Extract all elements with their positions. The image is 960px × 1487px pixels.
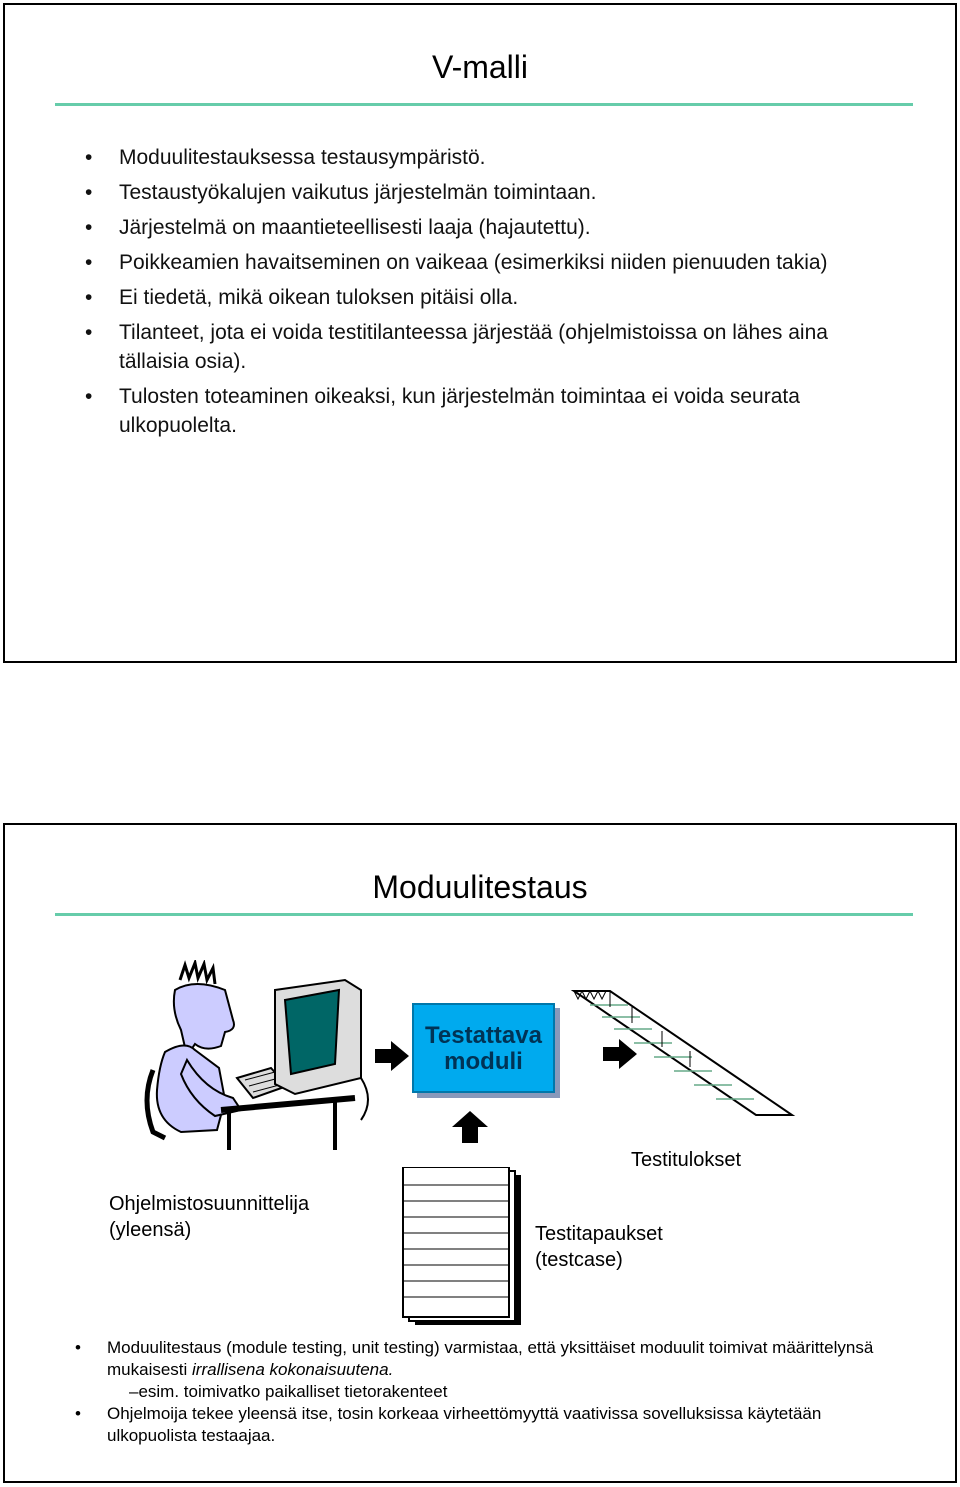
sub-bullet: –esim. toimivatko paikalliset tietorakenteet [129, 1382, 448, 1401]
bullet-text: Moduulitestaus (module testing, unit testing) varmistaa, että yksittäiset moduulit toimivat määrittelynsä mukaisesti [107, 1338, 874, 1379]
results-sheets-icon [570, 987, 800, 1137]
arrow-right-icon [375, 1041, 409, 1071]
bullet-item: • Poikkeamien havaitseminen on vaikeaa (esimerkiksi niiden pienuuden takia) [85, 248, 865, 277]
module-box [412, 1003, 555, 1093]
bullet-item: • Moduulitestauksessa testausympäristö. [85, 143, 865, 172]
bullet-item: • Testaustyökalujen vaikutus järjestelmän toimintaan. [85, 178, 865, 207]
bullet-item: • Tilanteet, jota ei voida testitilanteessa järjestää (ohjelmistoissa on lähes aina tällaisia osia). [85, 318, 865, 376]
slide-title: Moduulitestaus [372, 869, 588, 905]
module-label-line1: Testattava [425, 1022, 542, 1049]
results-label: Testitulokset [631, 1149, 742, 1171]
title-rule [55, 913, 913, 916]
slide-moduulitestaus [3, 823, 957, 1483]
programmer-label-line1: Ohjelmistosuunnittelija [109, 1193, 310, 1215]
bullet-item: • Tulosten toteaminen oikeaksi, kun järjestelmän toimintaa ei voida seurata ulkopuolelta. [85, 382, 865, 440]
testcases-label [535, 1221, 663, 1273]
slide-title: V-malli [431, 49, 528, 85]
document-stack-icon [401, 1167, 525, 1327]
bullet-item: • Ohjelmoija tekee yleensä itse, tosin korkeaa virheettömyyttä vaativissa sovelluksissa käytetään ulkopuolista testaajaa. [75, 1403, 895, 1447]
bullet-italic-text: irrallisena kokonaisuutena. [192, 1360, 394, 1379]
bullet-item: • Järjestelmä on maantieteellisesti laaja (hajautettu). [85, 213, 865, 242]
slide-v-malli [3, 3, 957, 663]
bullet-item: • Ei tiedetä, mikä oikean tuloksen pitäisi olla. [85, 283, 865, 312]
bullet-item [75, 1337, 895, 1403]
module-label-line2: moduli [444, 1048, 523, 1075]
testcases-label-line2: (testcase) [535, 1249, 623, 1271]
programmer-icon [125, 960, 370, 1150]
bullet-list [85, 143, 865, 446]
programmer-label-line2: (yleensä) [109, 1219, 192, 1241]
programmer-label [109, 1191, 309, 1243]
testcases-label-line1: Testitapaukset [535, 1223, 663, 1245]
arrow-up-icon [452, 1111, 488, 1143]
title-rule [55, 103, 913, 106]
bullet-list [75, 1337, 895, 1447]
